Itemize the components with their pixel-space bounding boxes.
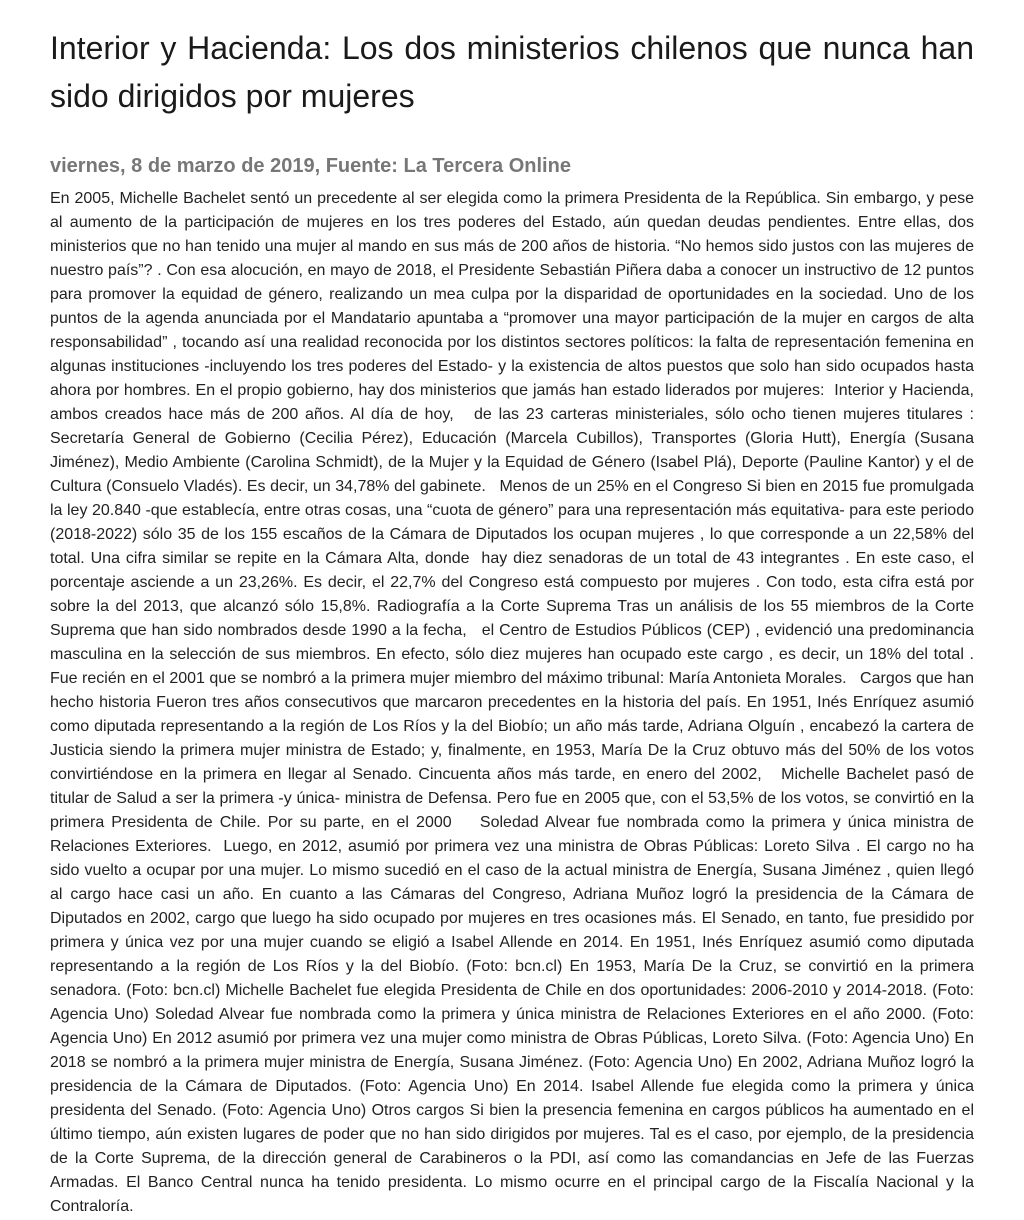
article-date-source: viernes, 8 de marzo de 2019, Fuente: La Tercera Online xyxy=(50,155,571,177)
article-title: Interior y Hacienda: Los dos ministerios chilenos que nunca han sido dirigidos por mujeres xyxy=(50,30,974,114)
article-body: En 2005, Michelle Bachelet sentó un precedente al ser elegida como la primera Presidenta de la República. Sin embargo, y pese al aumento de la participación de mujeres en los tres poderes del Estado, aún quedan deudas pendientes. Entre ellas, dos ministerios que no han tenido una mujer al mando en sus más de 200 años de historia. “No hemos sido justos con las mujeres de nuestro país”? . Con esa alocución, en mayo de 2018, el Presidente Sebastián Piñera daba a conocer un instructivo de 12 puntos para promover la equidad de género, realizando un mea culpa por la disparidad de oportunidades en la sociedad. Uno de los puntos de la agenda anunciada por el Mandatario apuntaba a “promover una mayor participación de la mujer en cargos de alta responsabilidad” , tocando así una realidad reconocida por los distintos sectores políticos: la falta de representación femenina en algunas instituciones -incluyendo los tres poderes del Estado- y la existencia de altos puestos que solo han sido ocupados hasta ahora por hombres. En el propio gobierno, hay dos ministerios que jamás han estado liderados por mujeres: Interior y Hacienda, ambos creados hace más de 200 años. Al día de hoy, de las 23 carteras ministeriales, sólo ocho tienen mujeres titulares : Secretaría General de Gobierno (Cecilia Pérez), Educación (Marcela Cubillos), Transportes (Gloria Hutt), Energía (Susana Jiménez), Medio Ambiente (Carolina Schmidt), de la Mujer y la Equidad de Género (Isabel Plá), Deporte (Pauline Kantor) y el de Cultura (Consuelo Vladés). Es decir, un 34,78% del gabinete. Menos de un 25% en el Congreso Si bien en 2015 fue promulgada la ley 20.840 -que establecía, entre otras cosas, una “cuota de género” para una representación más equitativa- para este periodo (2018-2022) sólo 35 de los 155 escaños de la Cámara de Diputados los ocupan mujeres , lo que corresponde a un 22,58% del total. Una cifra similar se repite en la Cámara Alta, donde hay diez senadoras de un total de 43 integrantes . En este caso, el porcentaje asciende a un 23,26%. Es decir, el 22,7% del Congreso está compuesto por mujeres . Con todo, esta cifra está por sobre la del 2013, que alcanzó sólo 15,8%. Radiografía a la Corte Suprema Tras un análisis de los 55 miembros de la Corte Suprema que han sido nombrados desde 1990 a la fecha, el Centro de Estudios Públicos (CEP) , evidenció una predominancia masculina en la selección de sus miembros. En efecto, sólo diez mujeres han ocupado este cargo , es decir, un 18% del total . Fue recién en el 2001 que se nombró a la primera mujer miembro del máximo tribunal: María Antonieta Morales. Cargos que han hecho historia Fueron tres años consecutivos que marcaron precedentes en la historia del país. En 1951, Inés Enríquez asumió como diputada representando a la región de Los Ríos y la del Biobío; un año más tarde, Adriana Olguín , encabezó la cartera de Justicia siendo la primera mujer ministra de Estado; y, finalmente, en 1953, María De la Cruz obtuvo más del 50% de los votos convirtiéndose en la primera en llegar al Senado. Cincuenta años más tarde, en enero del 2002, Michelle Bachelet pasó de titular de Salud a ser la primera -y única- ministra de Defensa. Pero fue en 2005 que, con el 53,5% de los votos, se convirtió en la primera Presidenta de Chile. Por su parte, en el 2000 Soledad Alvear fue nombrada como la primera y única ministra de Relaciones Exteriores. Luego, en 2012, asumió por primera vez una ministra de Obras Públicas: Loreto Silva . El cargo no ha sido vuelto a ocupar por una mujer. Lo mismo sucedió en el caso de la actual ministra de Energía, Susana Jiménez , quien llegó al cargo hace casi un año. En cuanto a las Cámaras del Congreso, Adriana Muñoz logró la presidencia de la Cámara de Diputados en 2002, cargo que luego ha sido ocupado por mujeres en tres ocasiones más. El Senado, en tanto, fue presidido por primera y única vez por una mujer cuando se eligió a Isabel Allende en 2014. En 1951, Inés Enríquez asumió como diputada representando a la región de Los Ríos y la del Biobío. (Foto: bcn.cl) En 1953, María De la Cruz, se convirtió en la primera senadora. (Foto: bcn.cl) Michelle Bachelet fue elegida Presidenta de Chile en dos oportunidades: 2006-2010 y 2014-2018. (Foto: Agencia Uno) Soledad Alvear fue nombrada como la primera y única ministra de Relaciones Exteriores en el año 2000. (Foto: Agencia Uno) En 2012 asumió por primera vez una mujer como ministra de Obras Públicas, Loreto Silva. (Foto: Agencia Uno) En 2018 se nombró a la primera mujer ministra de Energía, Susana Jiménez. (Foto: Agencia Uno) En 2002, Adriana Muñoz logró la presidencia de la Cámara de Diputados. (Foto: Agencia Uno) En 2014. Isabel Allende fue elegida como la primera y única presidenta del Senado. (Foto: Agencia Uno) Otros cargos Si bien la presencia femenina en cargos públicos ha aumentado en el último tiempo, aún existen lugares de poder que no han sido dirigidos por mujeres. Tal es el caso, por ejemplo, de la presidencia de la Corte Suprema, de la dirección general de Carabineros o la PDI, así como las comandancias en Jefe de las Fuerzas Armadas. El Banco Central nunca ha tenido presidenta. Lo mismo ocurre en el principal cargo de la Fiscalía Nacional y la Contraloría. xyxy=(50,190,983,1215)
